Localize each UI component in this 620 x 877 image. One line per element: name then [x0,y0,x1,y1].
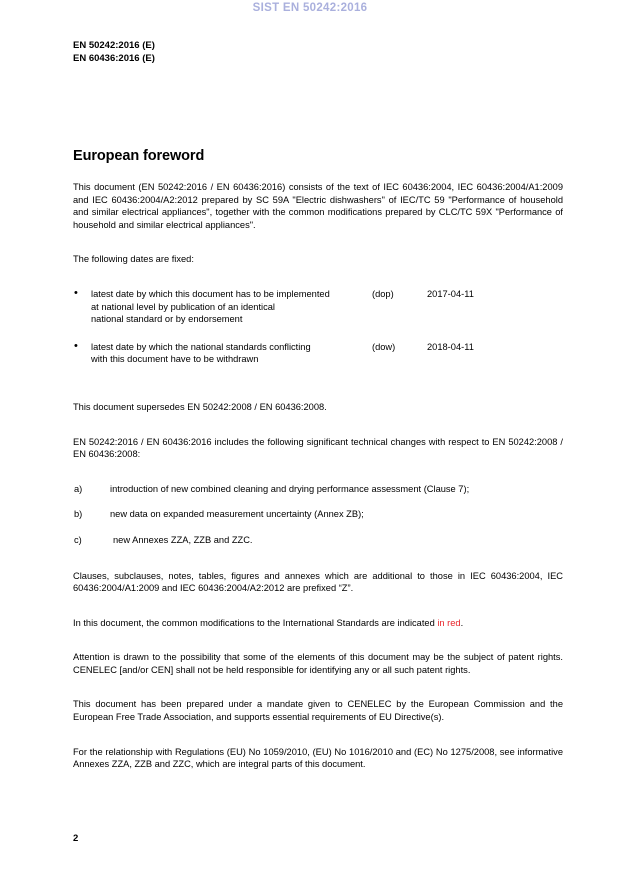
paragraph-dates-intro: The following dates are fixed: [73,254,194,265]
document-body [73,181,563,783]
list-marker: a) [74,483,83,494]
red-text-marker: in red [437,617,461,628]
document-reference-block [73,40,563,65]
document-reference-line: EN 50242:2016 (E) [73,40,155,51]
fixed-dates-list [73,288,563,366]
list-item [73,341,563,366]
document-reference-line: EN 60436:2016 (E) [73,52,155,64]
date-value: 2018-04-11 [427,341,474,352]
date-description-cont: at national level by publication of an identical [91,301,275,312]
date-description: latest date by which this document has to be implemented [91,288,330,299]
list-item [73,534,563,547]
list-marker: c) [74,534,82,545]
list-item-text: new Annexes ZZA, ZZB and ZZC. [113,534,253,545]
page-title: European foreword [73,148,205,164]
list-item-text: new data on expanded measurement uncertainty (Annex ZB); [110,509,364,520]
list-item-text: introduction of new combined cleaning and drying performance assessment (Clause 7); [110,483,470,494]
date-code: (dop) [372,288,394,299]
common-modifications-suffix: . [460,617,464,628]
list-marker: b) [74,509,83,520]
date-description-cont: with this document have to be withdrawn [91,354,259,365]
date-value: 2017-04-11 [427,288,474,299]
paragraph-mandate: This document has been prepared under a mandate given to CENELEC by the European Commission and the European Free Trade Association, and supports essential requirements of EU Directive(s). [73,699,563,723]
date-description: latest date by which the national standards conflicting [91,341,311,352]
date-description-cont: national standard or by endorsement [91,314,243,325]
paragraph-regulations: For the relationship with Regulations (EU) No 1059/2010, (EU) No 1016/2010 and (EC) No 1275/2008, see informative Annexes ZZA, ZZB and ZZC, which are integral parts of this document. [73,746,563,770]
common-modifications-text: In this document, the common modifications to the International Standards are indicated [73,617,438,628]
technical-changes-list [73,483,563,547]
paragraph-intro: This document (EN 50242:2016 / EN 60436:2016) consists of the text of IEC 60436:2004, IEC 60436:2004/A1:2009 and IEC 60436:2004/A2:2012 prepared by SC 59A "Electric dishwashers" of IEC/TC 59 "Performance of household and similar electrical appliances", together with the common modifications prepared by CLC/TC 59X "Performance of household and similar electrical appliances". [73,182,563,230]
paragraph-prefix-z: Clauses, subclauses, notes, tables, figures and annexes which are additional to those in IEC 60436:2004, IEC 60436:2004/A1:2009 and IEC 60436:2004/A2:2012 are prefixed “Z”. [73,570,563,594]
list-item [73,508,563,521]
watermark-stamp: SIST EN 50242:2016 [252,2,368,14]
list-item [73,483,563,496]
paragraph-supersedes: This document supersedes EN 50242:2008 / EN 60436:2008. [73,401,327,412]
paragraph-changes-intro: EN 50242:2016 / EN 60436:2016 includes the following significant technical changes with respect to EN 50242:2008 / EN 60436:2008: [73,436,563,460]
date-code: (dow) [372,341,396,352]
page-number: 2 [73,833,79,844]
paragraph-common-modifications [73,617,563,630]
bullet-icon: • [74,286,78,299]
bullet-icon: • [74,339,78,352]
paragraph-patent-rights: Attention is drawn to the possibility that some of the elements of this document may be the subject of patent rights. CENELEC [and/or CEN] shall not be held responsible for identifying any or all such patent rights. [73,652,563,675]
list-item [73,288,563,326]
